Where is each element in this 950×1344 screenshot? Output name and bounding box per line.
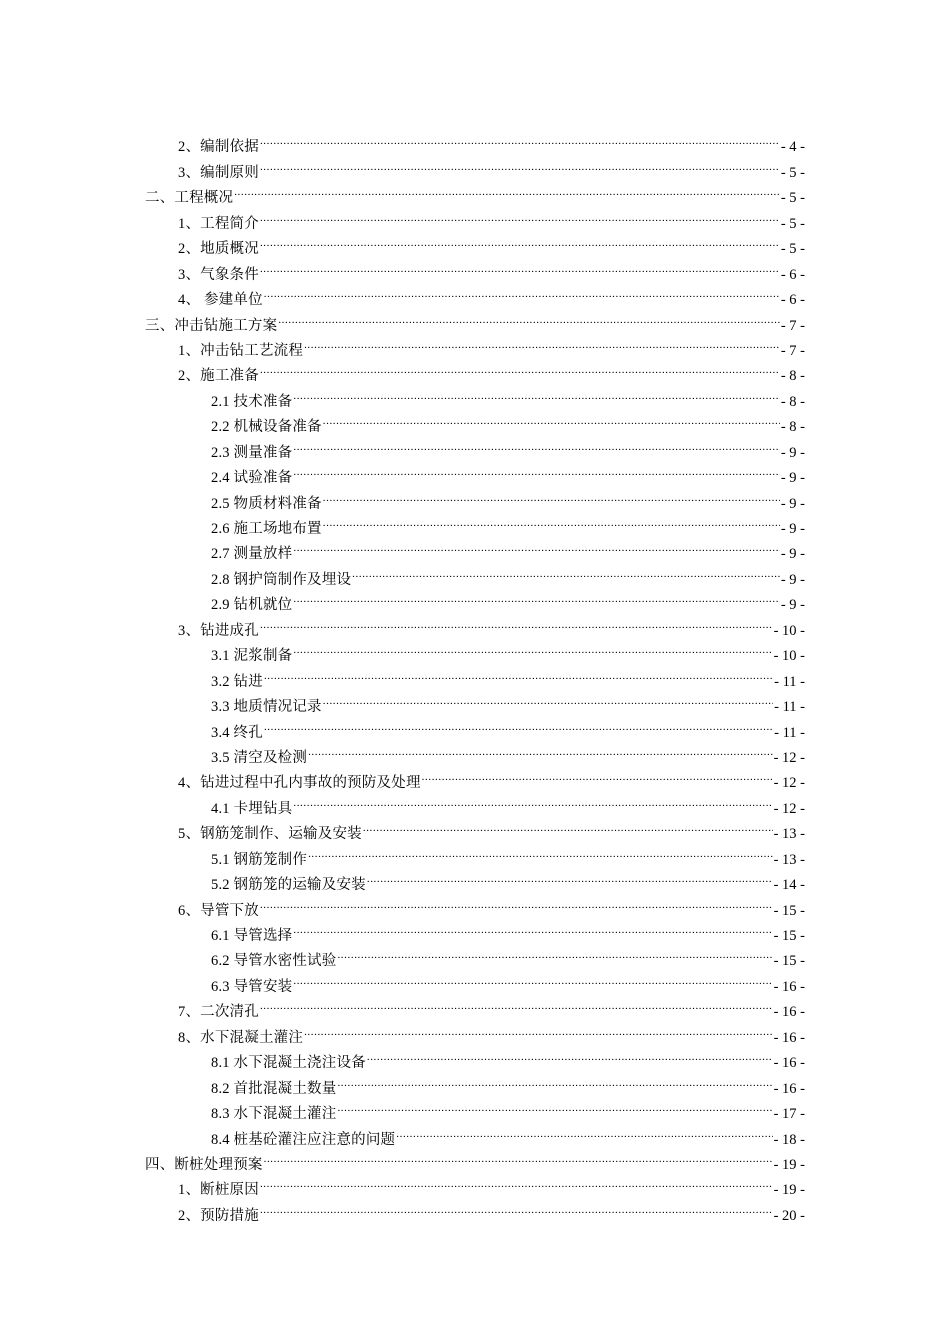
- toc-entry-title: 2.7 测量放样: [211, 546, 293, 563]
- toc-entry-page-number: - 9 -: [780, 495, 805, 512]
- toc-entry[interactable]: [0, 533, 950, 563]
- toc-entry-title: 三、冲击钻施工方案: [145, 317, 278, 334]
- toc-entry[interactable]: [0, 202, 950, 232]
- toc-entry[interactable]: [0, 1016, 950, 1046]
- dot-leader: [367, 864, 773, 889]
- toc-entry[interactable]: [0, 915, 950, 944]
- toc-entry-page-number: - 16 -: [773, 978, 805, 995]
- toc-entry-title: 2、地质概况: [178, 241, 259, 258]
- toc-entry[interactable]: [0, 330, 950, 359]
- toc-entry-title: 7、二次清孔: [178, 1004, 259, 1021]
- toc-entry-page-number: - 10 -: [773, 648, 805, 665]
- toc-entry[interactable]: [0, 1118, 950, 1148]
- toc-entry-page-number: - 15 -: [773, 902, 805, 919]
- toc-entry-page-number: - 16 -: [773, 1055, 805, 1072]
- toc-entry-title: 2.4 试验准备: [211, 470, 293, 487]
- dot-leader: [260, 1169, 773, 1194]
- toc-entry-title: 6.1 导管选择: [211, 928, 293, 944]
- dot-leader: [293, 915, 772, 940]
- toc-entry-page-number: - 4 -: [780, 139, 805, 156]
- toc-entry[interactable]: [0, 228, 950, 258]
- toc-entry-title: 3.3 地质情况记录: [211, 699, 322, 716]
- toc-entry-title: 4、 参建单位: [178, 292, 263, 309]
- dot-leader: [260, 889, 773, 914]
- dot-leader: [260, 228, 780, 253]
- dot-leader: [260, 126, 780, 151]
- dot-leader: [323, 508, 780, 533]
- toc-entry-page-number: - 9 -: [780, 597, 805, 614]
- toc-entry[interactable]: [0, 940, 950, 970]
- dot-leader: [308, 838, 773, 863]
- toc-entry[interactable]: [0, 787, 950, 817]
- toc-entry-page-number: - 19 -: [773, 1182, 805, 1199]
- dot-leader: [363, 813, 773, 838]
- dot-leader: [293, 635, 772, 660]
- toc-entry-title: 8.4 桩基砼灌注应注意的问题: [211, 1131, 396, 1148]
- toc-entry-page-number: - 12 -: [773, 800, 805, 817]
- toc-entry[interactable]: [0, 279, 950, 309]
- toc-entry-title: 8.1 水下混凝土浇注设备: [211, 1055, 366, 1072]
- toc-entry-page-number: - 19 -: [773, 1156, 805, 1173]
- toc-entry-title: 2.3 测量准备: [211, 444, 293, 461]
- toc-entry[interactable]: [0, 737, 950, 766]
- toc-entry[interactable]: [0, 991, 950, 1021]
- toc-entry-page-number: - 11 -: [774, 673, 805, 690]
- dot-leader: [293, 380, 779, 405]
- toc-entry-page-number: - 5 -: [780, 215, 805, 232]
- toc-entry[interactable]: [0, 889, 950, 919]
- dot-leader: [304, 330, 780, 355]
- dot-leader: [260, 991, 773, 1016]
- toc-entry[interactable]: [0, 431, 950, 461]
- toc-entry-title: 2.1 技术准备: [211, 393, 293, 410]
- toc-entry-page-number: - 8 -: [780, 393, 805, 410]
- toc-entry[interactable]: [0, 177, 950, 207]
- toc-entry[interactable]: [0, 126, 950, 156]
- toc-entry-title: 3、气象条件: [178, 266, 259, 283]
- toc-entry-page-number: - 17 -: [773, 1106, 805, 1123]
- toc-entry-title: 6.3 导管安装: [211, 978, 293, 995]
- toc-entry-title: 3、编制原则: [178, 164, 259, 181]
- toc-entry[interactable]: [0, 635, 950, 665]
- toc-entry-title: 3、钻进成孔: [178, 622, 259, 639]
- toc-entry-title: 2.9 钻机就位: [211, 597, 293, 614]
- toc-entry-title: 5、钢筋笼制作、运输及安装: [178, 826, 362, 843]
- toc-entry-page-number: - 12 -: [773, 749, 805, 766]
- toc-entry-page-number: - 10 -: [773, 622, 805, 639]
- dot-leader: [293, 457, 779, 482]
- dot-leader: [304, 1016, 773, 1041]
- toc-entry-page-number: - 16 -: [773, 1029, 805, 1046]
- toc-entry-title: 1、冲击钻工艺流程: [178, 342, 304, 359]
- toc-entry-page-number: - 5 -: [780, 241, 805, 258]
- toc-entry-title: 二、工程概况: [145, 190, 234, 207]
- dot-leader: [293, 787, 772, 812]
- toc-entry-title: 3.2 钻进: [211, 673, 263, 690]
- toc-entry-page-number: - 18 -: [773, 1131, 805, 1148]
- toc-entry[interactable]: [0, 965, 950, 995]
- toc-entry-page-number: - 16 -: [773, 1004, 805, 1021]
- dot-leader: [278, 304, 780, 329]
- dot-leader: [323, 686, 773, 711]
- toc-entry-page-number: - 9 -: [780, 546, 805, 563]
- toc-entry-title: 1、工程简介: [178, 215, 259, 232]
- dot-leader: [264, 279, 780, 304]
- dot-leader: [260, 151, 780, 176]
- toc-entry-page-number: - 7 -: [780, 342, 805, 359]
- dot-leader: [293, 965, 772, 990]
- toc-entry-title: 8、水下混凝土灌注: [178, 1029, 304, 1046]
- toc-entry-title: 2.5 物质材料准备: [211, 495, 322, 512]
- toc-entry-page-number: - 11 -: [774, 724, 805, 741]
- dot-leader: [323, 406, 780, 431]
- toc-entry-title: 5.1 钢筋笼制作: [211, 851, 308, 868]
- toc-entry-title: 2.8 钢护筒制作及埋设: [211, 571, 352, 588]
- toc-entry[interactable]: [0, 304, 950, 334]
- toc-entry-title: 5.2 钢筋笼的运输及安装: [211, 877, 366, 894]
- toc-entry-page-number: - 13 -: [773, 826, 805, 843]
- toc-entry-title: 4、钻进过程中孔内事故的预防及处理: [178, 775, 421, 792]
- toc-entry[interactable]: [0, 1144, 950, 1173]
- toc-entry-page-number: - 8 -: [780, 368, 805, 385]
- toc-entry[interactable]: [0, 380, 950, 410]
- toc-entry[interactable]: [0, 151, 950, 181]
- dot-leader: [352, 558, 780, 583]
- toc-entry[interactable]: [0, 813, 950, 843]
- dot-leader: [337, 1067, 772, 1092]
- toc-entry[interactable]: [0, 355, 950, 385]
- table-of-contents: [0, 126, 950, 1224]
- toc-entry-page-number: - 8 -: [780, 419, 805, 436]
- toc-entry[interactable]: [0, 558, 950, 588]
- dot-leader: [422, 762, 773, 787]
- toc-entry[interactable]: [0, 864, 950, 894]
- dot-leader: [293, 533, 779, 558]
- toc-entry-page-number: - 16 -: [773, 1080, 805, 1097]
- toc-entry-page-number: - 11 -: [774, 699, 805, 716]
- toc-entry-title: 2.2 机械设备准备: [211, 419, 322, 436]
- dot-leader: [367, 1042, 773, 1067]
- dot-leader: [308, 737, 773, 762]
- dot-leader: [234, 177, 780, 202]
- toc-entry[interactable]: [0, 1194, 950, 1224]
- toc-entry-title: 2、编制依据: [178, 139, 259, 156]
- toc-entry-page-number: - 9 -: [780, 521, 805, 537]
- dot-leader: [337, 940, 772, 965]
- toc-entry-title: 3.4 终孔: [211, 724, 263, 741]
- dot-leader: [260, 1194, 773, 1219]
- toc-entry[interactable]: [0, 508, 950, 537]
- toc-entry[interactable]: [0, 482, 950, 512]
- toc-entry-page-number: - 5 -: [780, 190, 805, 207]
- toc-entry[interactable]: [0, 838, 950, 868]
- toc-entry[interactable]: [0, 660, 950, 690]
- toc-entry-page-number: - 6 -: [780, 292, 805, 309]
- toc-entry-title: 3.5 清空及检测: [211, 749, 308, 766]
- toc-entry-page-number: - 5 -: [780, 164, 805, 181]
- toc-entry-title: 2.6 施工场地布置: [211, 521, 322, 537]
- toc-entry[interactable]: [0, 1169, 950, 1199]
- toc-entry-page-number: - 15 -: [773, 953, 805, 970]
- dot-leader: [264, 711, 773, 736]
- toc-entry-page-number: - 7 -: [780, 317, 805, 334]
- toc-entry-title: 2、施工准备: [178, 368, 259, 385]
- toc-entry[interactable]: [0, 406, 950, 436]
- toc-entry-title: 2、预防措施: [178, 1207, 259, 1224]
- dot-leader: [260, 355, 780, 380]
- toc-entry-title: 四、断桩处理预案: [145, 1156, 263, 1173]
- dot-leader: [260, 609, 773, 634]
- toc-entry-page-number: - 9 -: [780, 470, 805, 487]
- dot-leader: [323, 482, 780, 507]
- toc-entry-page-number: - 12 -: [773, 775, 805, 792]
- toc-entry-page-number: - 9 -: [780, 571, 805, 588]
- toc-entry[interactable]: [0, 1093, 950, 1123]
- toc-entry-page-number: - 15 -: [773, 928, 805, 944]
- toc-entry-page-number: - 6 -: [780, 266, 805, 283]
- toc-entry[interactable]: [0, 584, 950, 614]
- toc-entry[interactable]: [0, 711, 950, 741]
- toc-entry[interactable]: [0, 1067, 950, 1097]
- dot-leader: [396, 1118, 772, 1143]
- toc-entry-title: 6.2 导管水密性试验: [211, 953, 337, 970]
- dot-leader: [293, 431, 779, 456]
- dot-leader: [260, 202, 780, 227]
- toc-entry-title: 8.2 首批混凝土数量: [211, 1080, 337, 1097]
- toc-entry[interactable]: [0, 457, 950, 487]
- toc-entry-title: 3.1 泥浆制备: [211, 648, 293, 665]
- toc-entry-page-number: - 9 -: [780, 444, 805, 461]
- toc-entry-title: 6、导管下放: [178, 902, 259, 919]
- dot-leader: [293, 584, 779, 609]
- dot-leader: [337, 1093, 772, 1118]
- toc-entry-title: 4.1 卡埋钻具: [211, 800, 293, 817]
- dot-leader: [264, 1144, 773, 1169]
- toc-entry[interactable]: [0, 253, 950, 283]
- toc-entry-page-number: - 13 -: [773, 851, 805, 868]
- toc-entry[interactable]: [0, 609, 950, 639]
- toc-entry[interactable]: [0, 686, 950, 716]
- dot-leader: [264, 660, 773, 685]
- toc-entry-title: 1、断桩原因: [178, 1182, 259, 1199]
- toc-entry-page-number: - 14 -: [773, 877, 805, 894]
- toc-entry-title: 8.3 水下混凝土灌注: [211, 1106, 337, 1123]
- toc-entry-page-number: - 20 -: [773, 1207, 805, 1224]
- dot-leader: [260, 253, 780, 278]
- toc-entry[interactable]: [0, 1042, 950, 1072]
- toc-entry[interactable]: [0, 762, 950, 792]
